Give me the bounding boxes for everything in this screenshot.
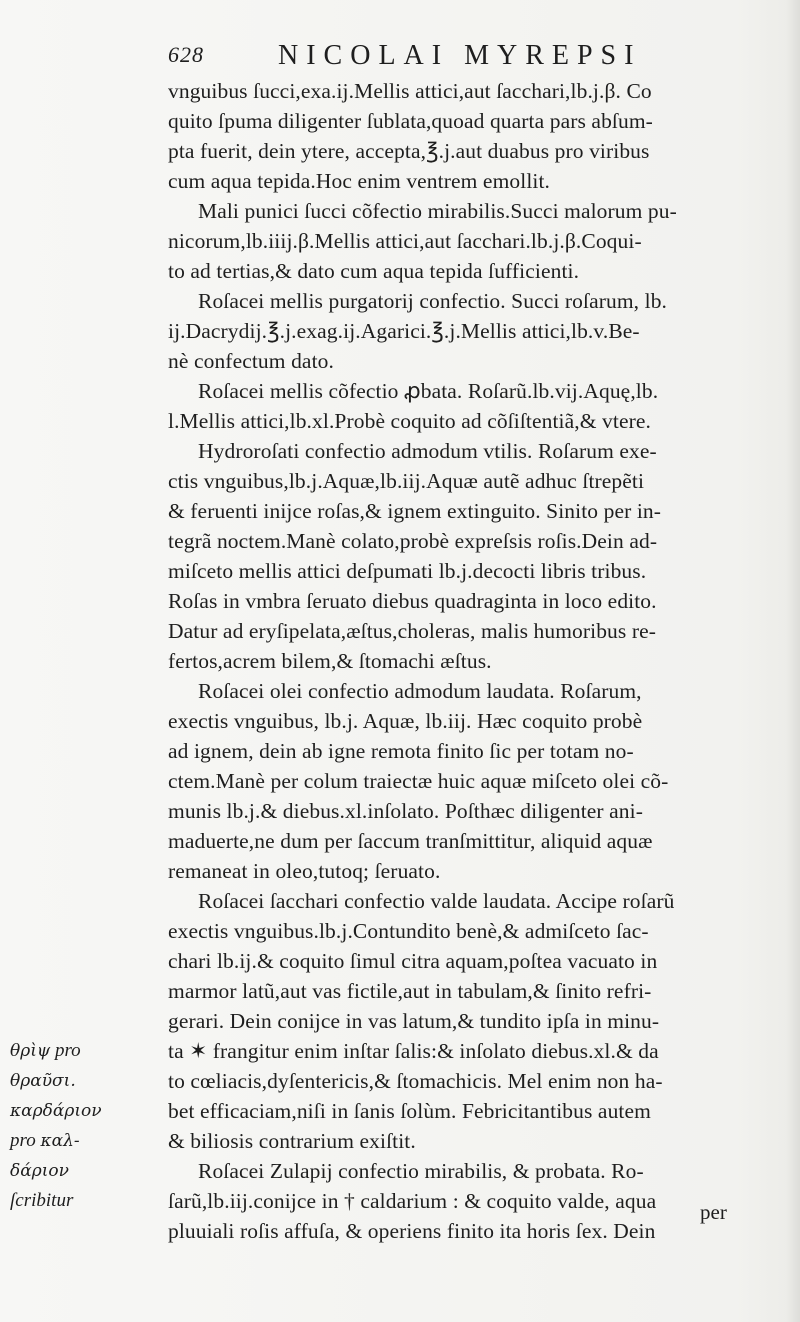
text-line: & biliosis contrarium exiſtit. bbox=[168, 1129, 416, 1153]
text-line: to cœliacis,dyſentericis,& ſtomachicis. Mel enim non ha- bbox=[168, 1069, 663, 1093]
text-line: cum aqua tepida.Hoc enim ventrem emollit. bbox=[168, 169, 551, 193]
text-line: maduerte,ne dum per ſaccum tranſmittitur, aliquid aquæ bbox=[168, 829, 653, 853]
text-line: pta fuerit, dein ytere, accepta,℥.j.aut duabus pro viribus bbox=[168, 139, 650, 163]
text-line: Hydroroſati confectio admodum vtilis. Roſarum exe- bbox=[198, 439, 657, 463]
text-line: remaneat in oleo,tutoq; ſeruato. bbox=[168, 859, 441, 883]
text-line: fertos,acrem bilem,& ſtomachi æſtus. bbox=[168, 649, 492, 673]
text-line: bet efficaciam,niſi in ſanis ſolùm. Febricitantibus autem bbox=[168, 1099, 651, 1123]
text-line: gerari. Dein conijce in vas latum,& tundito ipſa in minu- bbox=[168, 1009, 660, 1033]
text-line: miſceto mellis attici deſpumati lb.j.decocti libris tribus. bbox=[168, 559, 647, 583]
text-line: ta ✶ frangitur enim inſtar ſalis:& inſolato diebus.xl.& da bbox=[168, 1039, 659, 1063]
text-line: Roſacei Zulapij confectio mirabilis, & probata. Ro- bbox=[198, 1159, 644, 1183]
text-line: Roſacei olei confectio admodum laudata. Roſarum, bbox=[198, 679, 642, 703]
page-number: 628 bbox=[168, 42, 204, 67]
text-line: tegrã noctem.Manè colato,probè expreſsis roſis.Dein ad- bbox=[168, 529, 658, 553]
text-line: exectis vnguibus.lb.j.Contundito benè,& admiſceto ſac- bbox=[168, 919, 649, 943]
text-line: ctem.Manè per colum traiectæ huic aquæ miſceto olei cõ- bbox=[168, 769, 669, 793]
text-line: to ad tertias,& dato cum aqua tepida ſufficienti. bbox=[168, 259, 580, 283]
text-line: ad ignem, dein ab igne remota finito ſic per totam no- bbox=[168, 739, 634, 763]
page-edge-shadow bbox=[786, 0, 800, 1322]
text-line: Roſas in vmbra ſeruato diebus quadraginta in loco edito. bbox=[168, 589, 657, 613]
text-line: ſarũ,lb.iij.conijce in † caldarium : & coquito valde, aqua bbox=[168, 1189, 657, 1213]
text-line: chari lb.ij.& coquito ſimul citra aquam,poſtea vacuato in bbox=[168, 949, 658, 973]
margin-note-2-cont bbox=[10, 1126, 160, 1156]
margin-latin: pro bbox=[54, 1040, 81, 1061]
margin-note-1 bbox=[10, 1036, 160, 1066]
margin-latin: ſcribitur bbox=[10, 1190, 74, 1211]
margin-greek: καρδάριον bbox=[10, 1101, 102, 1121]
margin-note-1-cont bbox=[10, 1066, 160, 1096]
text-line: exectis vnguibus, lb.j. Aquæ, lb.iij. Hæc coquito probè bbox=[168, 709, 643, 733]
margin-greek: θρὶψ bbox=[10, 1041, 51, 1061]
margin-greek: θραῦσι. bbox=[10, 1071, 76, 1091]
text-line: marmor latũ,aut vas fictile,aut in tabulam,& ſinito refri- bbox=[168, 979, 652, 1003]
margin-greek: δάριον bbox=[10, 1161, 69, 1181]
body-text bbox=[168, 76, 768, 1246]
text-line: Roſacei ſacchari confectio valde laudata. Accipe roſarũ bbox=[198, 889, 675, 913]
text-line: munis lb.j.& diebus.xl.inſolato. Poſthæc diligenter ani- bbox=[168, 799, 643, 823]
catchword: per bbox=[700, 1200, 727, 1224]
margin-latin: pro bbox=[10, 1130, 36, 1151]
text-line: Datur ad eryſipelata,æſtus,choleras, malis humoribus re- bbox=[168, 619, 657, 643]
margin-greek: καλ- bbox=[40, 1131, 80, 1151]
text-line: & feruenti inijce roſas,& ignem extinguito. Sinito per in- bbox=[168, 499, 662, 523]
margin-note-2 bbox=[10, 1096, 160, 1126]
text-line: Roſacei mellis cõfectio ꝓbata. Roſarũ.lb.vij.Aquę,lb. bbox=[198, 379, 659, 403]
text-line: nicorum,lb.iiij.β.Mellis attici,aut ſacchari.lb.j.β.Coqui- bbox=[168, 229, 642, 253]
text-line: quito ſpuma diligenter ſublata,quoad quarta pars abſum- bbox=[168, 109, 653, 133]
margin-note-2-cont3 bbox=[10, 1186, 160, 1216]
text-line: Mali punici ſucci cõfectio mirabilis.Succi malorum pu- bbox=[198, 199, 677, 223]
text-line: ij.Dacrydij.℥.j.exag.ij.Agarici.℥.j.Mellis attici,lb.v.Be- bbox=[168, 319, 640, 343]
text-line: Roſacei mellis purgatorij confectio. Succi roſarum, lb. bbox=[198, 289, 668, 313]
running-head: NICOLAI MYREPSI bbox=[278, 40, 642, 71]
page-header bbox=[168, 42, 768, 76]
text-line: l.Mellis attici,lb.xl.Probè coquito ad cõſiſtentiã,& vtere. bbox=[168, 409, 651, 433]
text-line: vnguibus ſucci,exa.ij.Mellis attici,aut ſacchari,lb.j.β. Co bbox=[168, 79, 652, 103]
margin-note-2-cont2 bbox=[10, 1156, 160, 1186]
text-line: nè confectum dato. bbox=[168, 349, 334, 373]
text-line: ctis vnguibus,lb.j.Aquæ,lb.iij.Aquæ autẽ adhuc ſtrepẽti bbox=[168, 469, 645, 493]
text-line: pluuiali roſis affuſa, & operiens finito ita horis ſex. Dein bbox=[168, 1219, 656, 1243]
